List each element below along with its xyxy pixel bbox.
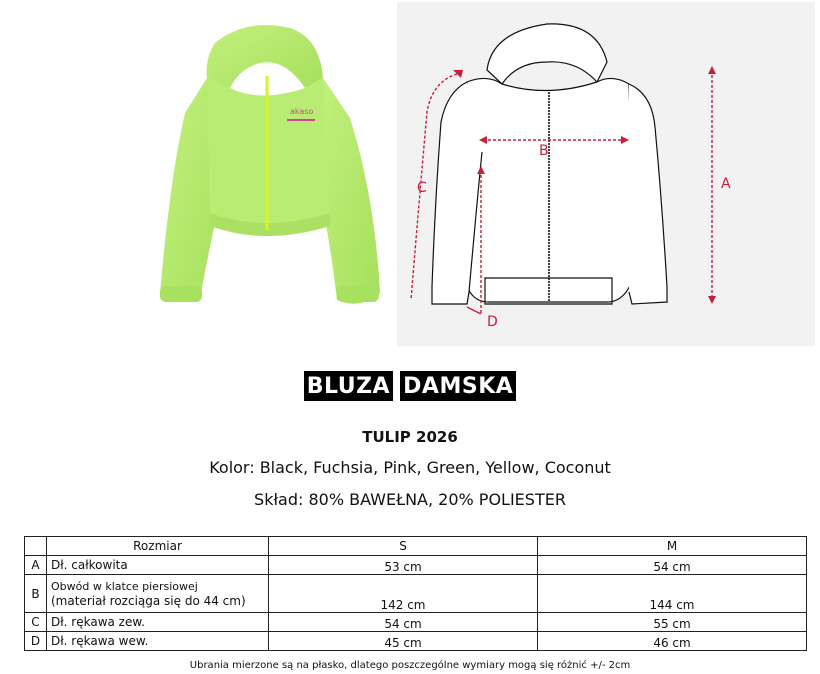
label-d: D	[487, 314, 498, 330]
logo-print: akaso	[290, 107, 314, 116]
table-header-row	[25, 537, 807, 556]
table-row	[25, 613, 807, 632]
technical-drawing	[397, 2, 815, 346]
measurement-note: Ubrania mierzone są na płasko, dlatego poszczególne wymiary mogą się różnić +/- 2cm	[189, 660, 631, 671]
size-table	[24, 536, 807, 651]
right-sleeve-outline	[629, 84, 667, 304]
row-value-m: 55 cm	[538, 613, 807, 632]
title-word-1: BLUZA	[304, 371, 393, 401]
table-row	[25, 632, 807, 651]
row-value-s: 142 cm	[269, 575, 538, 613]
title-word-2: DAMSKA	[400, 371, 516, 401]
composition-line: Skład: 80% BAWEŁNA, 20% POLIESTER	[254, 490, 566, 509]
hood	[207, 25, 323, 88]
hood-outline	[487, 24, 607, 84]
header-size-label: Rozmiar	[47, 537, 269, 556]
row-label: Dł. rękawa zew.	[47, 613, 269, 632]
row-label-line-1: Obwód w klatce piersiowej	[51, 579, 198, 593]
row-label	[47, 575, 269, 613]
label-c: C	[417, 180, 427, 196]
row-value-m: 54 cm	[538, 556, 807, 575]
row-code: C	[25, 613, 47, 632]
row-code: D	[25, 632, 47, 651]
table-row	[25, 556, 807, 575]
product-name: TULIP 2026	[362, 428, 458, 446]
table-row	[25, 575, 807, 613]
row-label: Dł. całkowita	[47, 556, 269, 575]
colors-line: Kolor: Black, Fuchsia, Pink, Green, Yellow, Coconut	[209, 458, 611, 477]
row-value-s: 45 cm	[269, 632, 538, 651]
row-value-s: 54 cm	[269, 613, 538, 632]
title-row	[0, 371, 820, 401]
label-a: A	[721, 176, 731, 192]
row-label: Dł. rękawa wew.	[47, 632, 269, 651]
row-value-m: 144 cm	[538, 575, 807, 613]
row-label-line-2: (materiał rozciąga się do 44 cm)	[51, 593, 246, 608]
row-value-m: 46 cm	[538, 632, 807, 651]
product-photo	[145, 18, 390, 318]
header-code	[25, 537, 47, 556]
label-b: B	[539, 143, 549, 159]
row-code: B	[25, 575, 47, 613]
header-size-s: S	[269, 537, 538, 556]
header-size-m: M	[538, 537, 807, 556]
row-code: A	[25, 556, 47, 575]
row-value-s: 53 cm	[269, 556, 538, 575]
